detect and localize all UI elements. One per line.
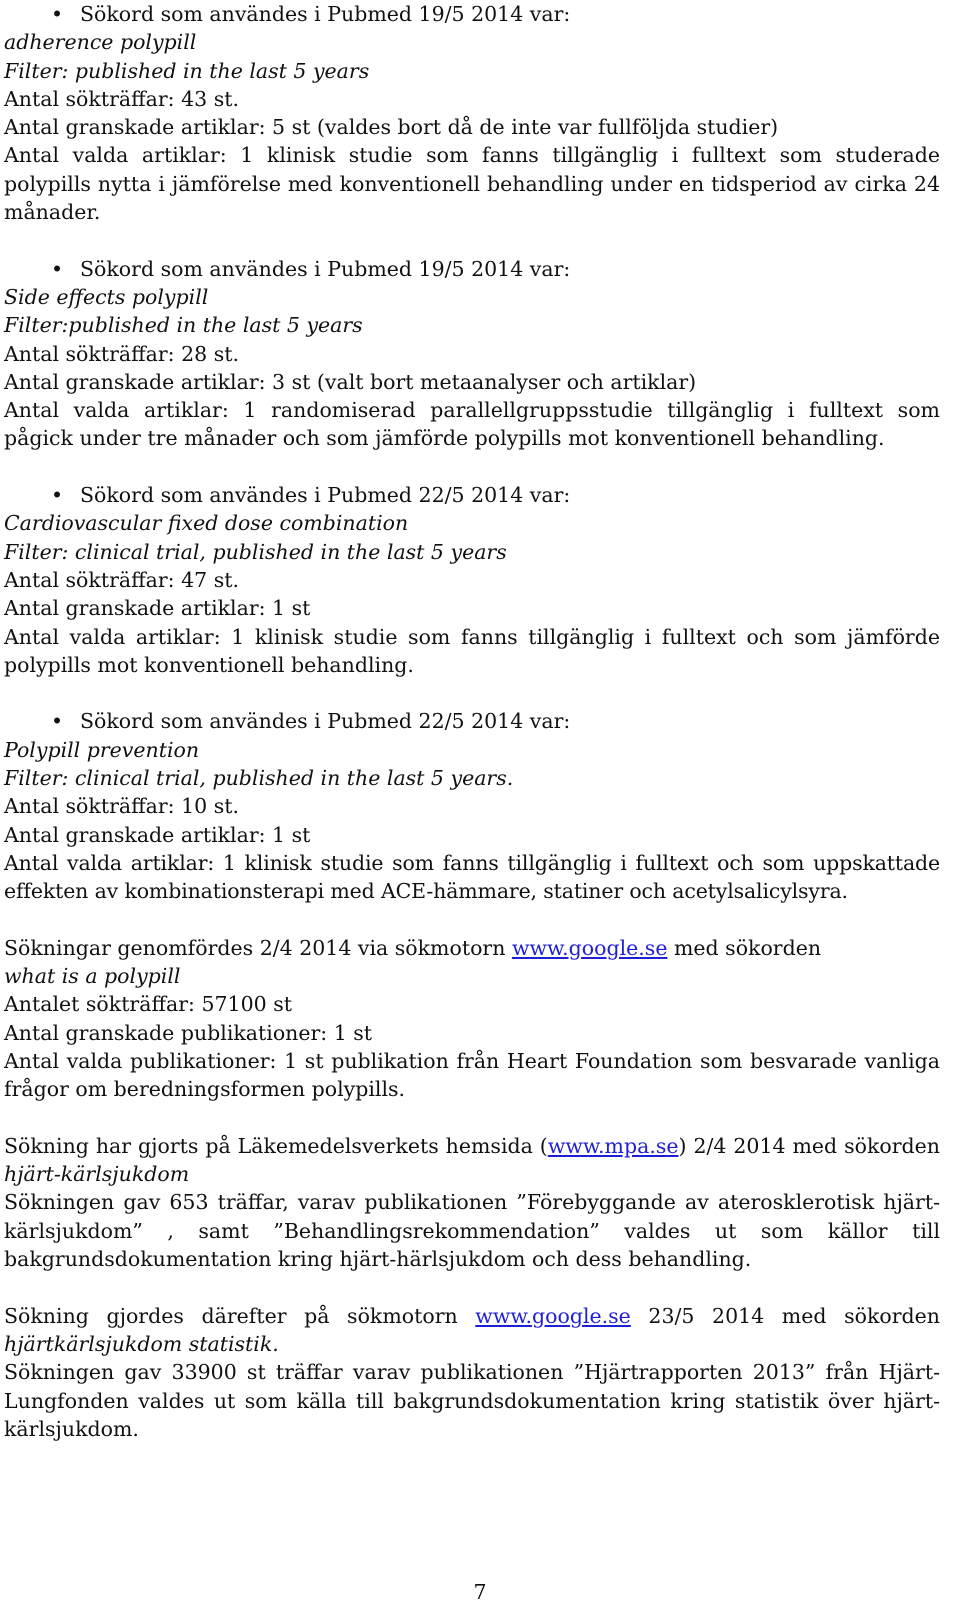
search-query: Side effects polypill bbox=[4, 284, 209, 309]
hit-count: Antal sökträffar: 28 st. bbox=[4, 341, 239, 366]
section-heading: • Sökord som användes i Pubmed 19/5 2014 var: bbox=[4, 255, 940, 283]
mpa-search-section bbox=[4, 1132, 940, 1273]
document-page bbox=[4, 0, 940, 1443]
bullet-icon: • bbox=[51, 2, 64, 26]
search-query: adherence polypill bbox=[4, 30, 197, 55]
selected-articles: Antal valda artiklar: 1 klinisk studie som fanns tillgänglig i fulltext och som uppskattade effekten av kombinationsterapi med ACE-hämmare, statiner och acetylsalicylsyra. bbox=[4, 850, 940, 904]
selected-articles: Antal valda artiklar: 1 randomiserad parallellgruppsstudie tillgänglig i fulltext som pågick under tre månader och som jämförde polypills mot konventionell behandling. bbox=[4, 398, 940, 451]
section-heading: • Sökord som användes i Pubmed 19/5 2014 var: bbox=[4, 0, 940, 28]
search-filter: Filter: clinical trial, published in the last 5 years. bbox=[4, 766, 514, 791]
spacer bbox=[4, 1273, 940, 1301]
section-heading: • Sökord som användes i Pubmed 22/5 2014 var: bbox=[4, 707, 940, 735]
bullet-icon: • bbox=[51, 256, 64, 281]
reviewed-count: Antal granskade artiklar: 5 st (valdes bort då de inte var fullföljda studier) bbox=[4, 115, 779, 140]
spacer bbox=[4, 679, 940, 707]
search-result: Sökningen gav 653 träffar, varav publikationen ”Förebyggande av aterosklerotisk hjärt-kärlsjukdom” , samt ”Behandlingsrekommendation” valdes ut som källor till bakgrundsdokumentation kring hjärt-härlsjukdom och dess behandling. bbox=[4, 1190, 940, 1272]
spacer bbox=[4, 906, 940, 934]
reviewed-count: Antal granskade publikationer: 1 st bbox=[4, 1020, 373, 1045]
search-filter: Filter:published in the last 5 years bbox=[4, 313, 363, 338]
search-query: hjärtkärlsjukdom statistik. bbox=[4, 1331, 279, 1356]
search-filter: Filter: clinical trial, published in the last 5 years bbox=[4, 539, 507, 564]
google-link[interactable]: www.google.se bbox=[475, 1303, 631, 1328]
hit-count: Antal sökträffar: 43 st. bbox=[4, 86, 239, 111]
page-number: 7 bbox=[473, 1580, 487, 1604]
reviewed-count: Antal granskade artiklar: 3 st (valt bort metaanalyser och artiklar) bbox=[4, 369, 697, 394]
selected-articles: Antal valda artiklar: 1 klinisk studie som fanns tillgänglig i fulltext och som jämförde polypills mot konventionell behandling. bbox=[4, 624, 940, 677]
spacer bbox=[4, 453, 940, 481]
search-section-4 bbox=[4, 707, 940, 905]
google-search-intro: Sökningar genomfördes 2/4 2014 via sökmotorn www.google.se med sökorden bbox=[4, 935, 822, 960]
mpa-search-intro: Sökning har gjorts på Läkemedelsverkets hemsida (www.mpa.se) 2/4 2014 med sökorden hjärt-kärlsjukdom bbox=[4, 1133, 941, 1187]
search-result: Sökningen gav 33900 st träffar varav publikationen ”Hjärtrapporten 2013” från Hjärt-Lungfonden valdes ut som källa till bakgrundsdokumentation kring statistik över hjärt-kärlsjukdom. bbox=[4, 1360, 940, 1441]
google-search-section bbox=[4, 934, 940, 1104]
bullet-icon: • bbox=[51, 709, 64, 734]
search-filter: Filter: published in the last 5 years bbox=[4, 58, 370, 83]
hit-count: Antal sökträffar: 47 st. bbox=[4, 567, 239, 592]
reviewed-count: Antal granskade artiklar: 1 st bbox=[4, 596, 311, 621]
search-query: Cardiovascular fixed dose combination bbox=[4, 511, 409, 536]
section-heading: • Sökord som användes i Pubmed 22/5 2014 var: bbox=[4, 481, 940, 509]
spacer bbox=[4, 226, 940, 254]
bullet-icon: • bbox=[51, 483, 64, 508]
reviewed-count: Antal granskade artiklar: 1 st bbox=[4, 822, 311, 847]
search-query: what is a polypill bbox=[4, 964, 181, 989]
statistics-search-section bbox=[4, 1302, 940, 1443]
search-section-3 bbox=[4, 481, 940, 679]
mpa-link[interactable]: www.mpa.se bbox=[547, 1133, 679, 1158]
spacer bbox=[4, 1104, 940, 1132]
search-query: hjärt-kärlsjukdom bbox=[4, 1162, 190, 1187]
statistics-search-intro: Sökning gjordes därefter på sökmotorn www.google.se 23/5 2014 med sökorden hjärtkärlsjukdom statistik. bbox=[4, 1303, 940, 1356]
search-query: Polypill prevention bbox=[4, 737, 200, 762]
google-link[interactable]: www.google.se bbox=[511, 935, 668, 960]
search-section-1 bbox=[4, 0, 940, 226]
hit-count: Antal sökträffar: 10 st. bbox=[4, 794, 239, 819]
search-section-2 bbox=[4, 255, 940, 453]
selected-publications: Antal valda publikationer: 1 st publikation från Heart Foundation som besvarade vanliga frågor om beredningsformen polypills. bbox=[4, 1048, 940, 1102]
hit-count: Antalet sökträffar: 57100 st bbox=[4, 992, 292, 1017]
selected-articles: Antal valda artiklar: 1 klinisk studie som fanns tillgänglig i fulltext som studerade polypills nytta i jämförelse med konventionell behandling under en tidsperiod av cirka 24 månader. bbox=[4, 143, 940, 225]
